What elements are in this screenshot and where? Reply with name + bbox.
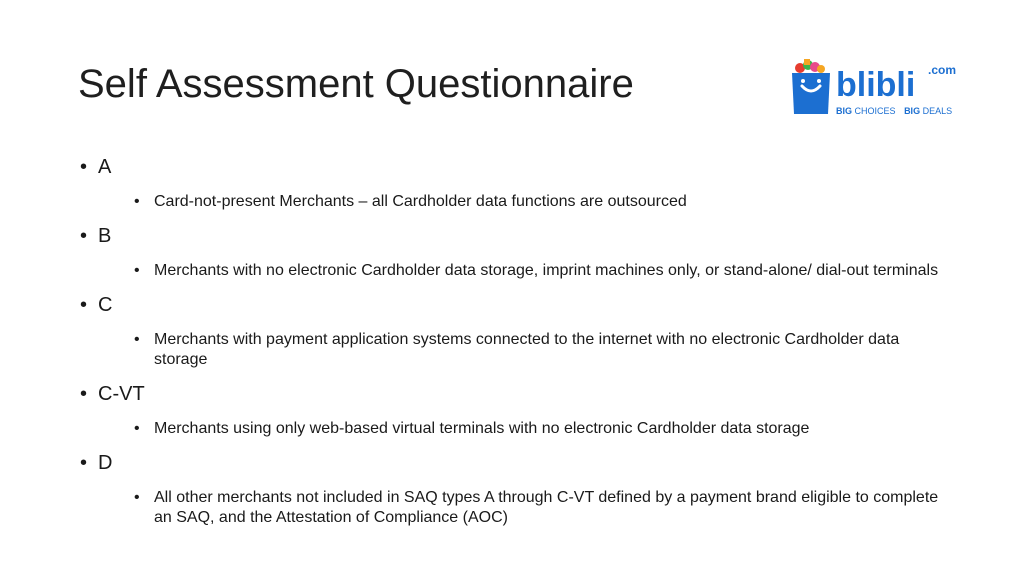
shopping-bag-icon	[792, 59, 830, 114]
logo-tagline-deals: DEALS	[922, 106, 953, 116]
sub-bullet-c-vt	[134, 419, 944, 439]
sub-bullet-glyph: •	[134, 489, 140, 506]
sub-bullet-glyph: •	[134, 193, 140, 210]
bullet-glyph: •	[80, 156, 88, 178]
bullet-label: C	[98, 294, 113, 316]
sub-bullet-text: Merchants with no electronic Cardholder data storage, imprint machines only, or stand-alone/ dial-out terminals	[154, 262, 939, 279]
sub-bullet-glyph: •	[134, 262, 140, 279]
sub-bullet-text: Merchants using only web-based virtual terminals with no electronic Cardholder data storage	[154, 420, 810, 437]
bullet-glyph: •	[80, 294, 88, 316]
logo-tagline-big-1: BIG	[836, 106, 853, 116]
bullet-list	[80, 155, 960, 540]
bullet-label: B	[98, 225, 112, 247]
bullet-label: D	[98, 452, 113, 474]
logo-tagline-choices: CHOICES	[854, 106, 896, 116]
logo-domain-text: .com	[928, 63, 957, 77]
svg-text:BIG CHOICES BI	[836, 106, 952, 116]
sub-bullet-text: All other merchants not included in SAQ types A through C-VT defined by a payment brand eligible to complete an SAQ, and the Attestation of Compliance (AOC)	[154, 489, 939, 526]
bullet-item-b	[80, 224, 960, 248]
sub-bullet-glyph: •	[134, 331, 140, 348]
bullet-glyph: •	[80, 225, 88, 247]
bullet-glyph: •	[80, 383, 88, 405]
slide-title: Self Assessment Questionnaire	[78, 62, 634, 106]
sub-bullet-a	[134, 192, 944, 212]
sub-bullet-b	[134, 261, 944, 281]
bullet-label: C-VT	[98, 383, 145, 405]
bullet-item-c	[80, 293, 960, 317]
bullet-item-d	[80, 451, 960, 475]
logo-tagline-big-2: BIG	[904, 106, 921, 116]
sub-bullet-text: Card-not-present Merchants – all Cardholder data functions are outsourced	[154, 193, 687, 210]
sub-bullet-glyph: •	[134, 420, 140, 437]
blibli-logo-graphic	[788, 56, 958, 120]
blibli-logo	[788, 56, 958, 120]
bullet-item-c-vt	[80, 382, 960, 406]
sub-bullet-d	[134, 488, 944, 528]
sub-bullet-text: Merchants with payment application systems connected to the internet with no electronic Cardholder data storage	[154, 331, 900, 368]
bullet-glyph: •	[80, 452, 88, 474]
sub-bullet-c	[134, 330, 944, 370]
bullet-label: A	[98, 156, 112, 178]
logo-brand-text: blibli	[836, 66, 916, 104]
bullet-item-a	[80, 155, 960, 179]
